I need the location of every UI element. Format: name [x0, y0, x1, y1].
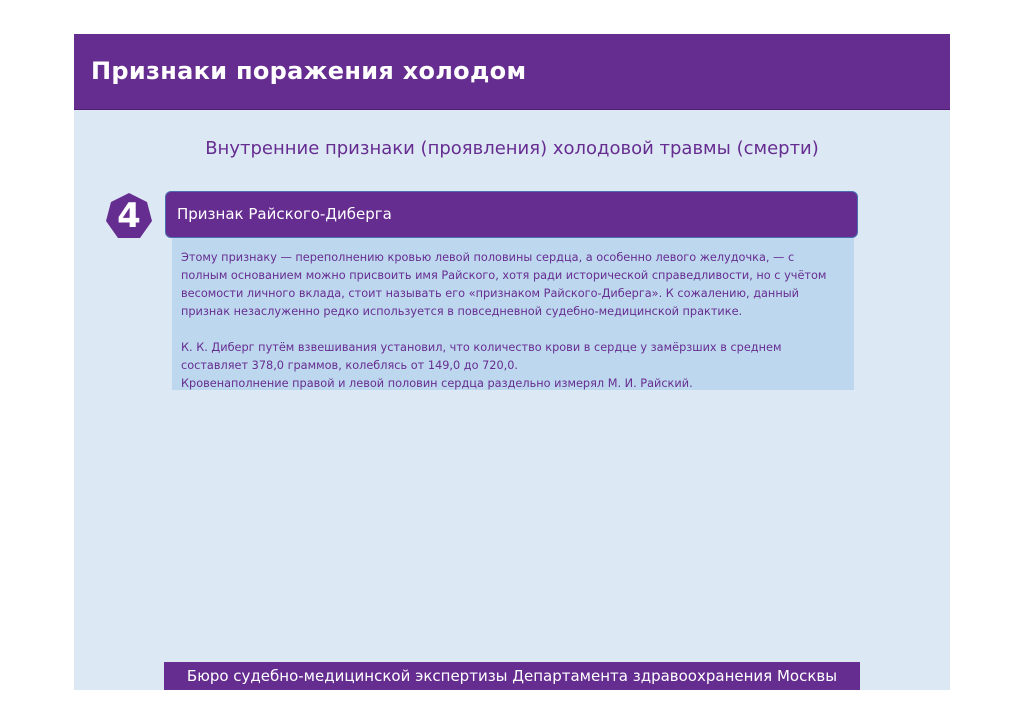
- slide: [74, 34, 950, 690]
- sign-number: 4: [117, 196, 141, 236]
- number-badge: [105, 192, 153, 240]
- sign-paragraph: Этому признаку — переполнению кровью левой половины сердца, а особенно левого желудочка, — с полным основанием можно присвоить имя Райского, хотя ради исторической справедливости, но с учётом весомости личного вклада, стоит называть его «признаком Райского-Диберга». К сожалению, данный признак незаслуженно редко используется в повседневной судебно-медицинской практике.: [181, 251, 827, 318]
- sign-description: [181, 249, 841, 393]
- slide-title: Признаки поражения холодом: [91, 57, 527, 85]
- sign-header: [165, 191, 858, 238]
- sign-description-box: [172, 238, 854, 390]
- slide-header: [74, 34, 950, 110]
- paragraph-gap: [181, 321, 841, 339]
- sign-title: Признак Райского-Диберга: [177, 205, 392, 223]
- footer-banner: [164, 662, 860, 690]
- sign-paragraph: К. К. Диберг путём взвешивания установил, что количество крови в сердце у замёрзших в среднем составляет 378,0 граммов, колеблясь от 149,0 до 720,0.: [181, 341, 782, 372]
- footer-text: Бюро судебно-медицинской экспертизы Департамента здравоохранения Москвы: [186, 667, 838, 685]
- sign-paragraph: Кровенаполнение правой и левой половин сердца раздельно измерял М. И. Райский.: [181, 377, 693, 390]
- slide-subtitle: Внутренние признаки (проявления) холодовой травмы (смерти): [205, 138, 819, 159]
